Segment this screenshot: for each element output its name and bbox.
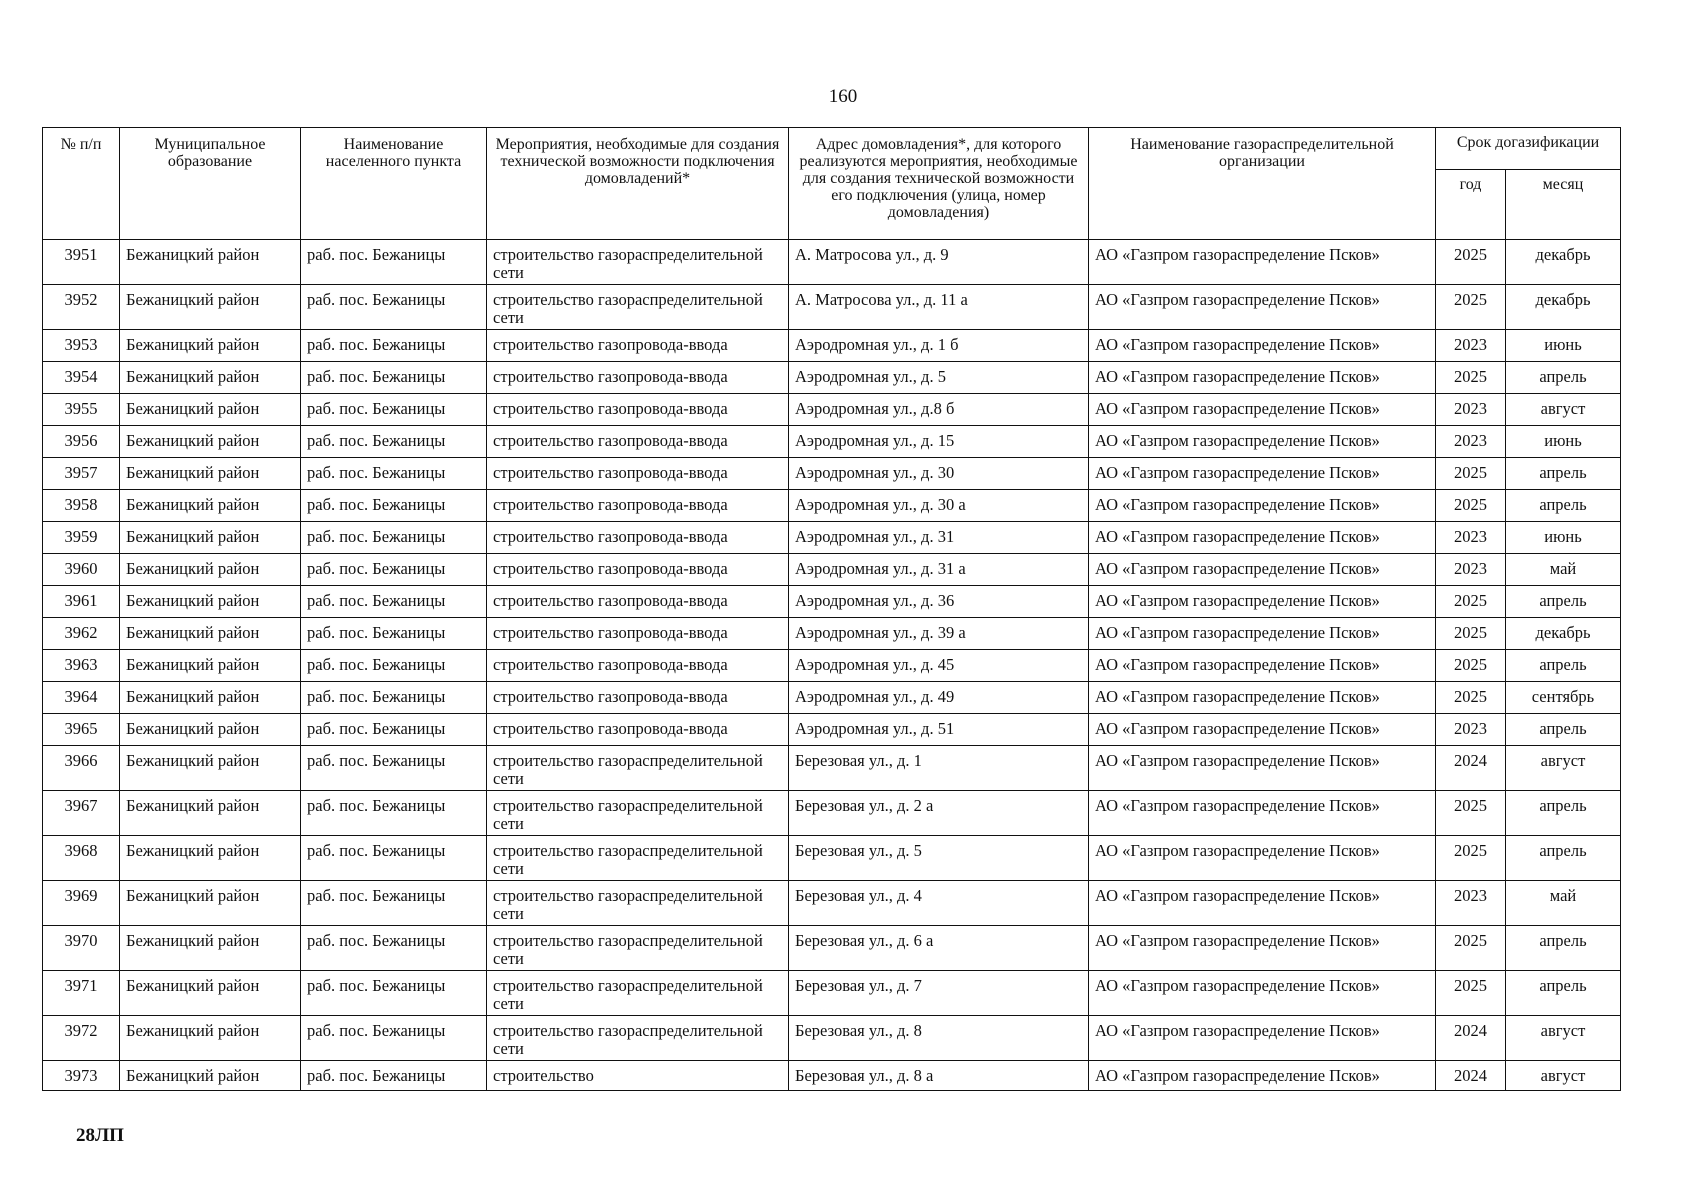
table-row bbox=[43, 971, 1621, 1016]
table-row bbox=[43, 714, 1621, 746]
cell-month: август bbox=[1506, 1061, 1621, 1091]
cell-municipality: Бежаницкий район bbox=[120, 746, 301, 791]
table-body bbox=[43, 240, 1621, 1091]
cell-settlement: раб. пос. Бежаницы bbox=[301, 836, 487, 881]
cell-address: А. Матросова ул., д. 9 bbox=[789, 240, 1089, 285]
cell-month: май bbox=[1506, 554, 1621, 586]
cell-month: сентябрь bbox=[1506, 682, 1621, 714]
cell-year: 2025 bbox=[1436, 240, 1506, 285]
cell-num: 3966 bbox=[43, 746, 120, 791]
cell-month: июнь bbox=[1506, 522, 1621, 554]
cell-settlement: раб. пос. Бежаницы bbox=[301, 881, 487, 926]
cell-measure: строительство газораспределительной сети bbox=[487, 881, 789, 926]
cell-municipality: Бежаницкий район bbox=[120, 330, 301, 362]
cell-organization: АО «Газпром газораспределение Псков» bbox=[1089, 1016, 1436, 1061]
cell-num: 3959 bbox=[43, 522, 120, 554]
cell-organization: АО «Газпром газораспределение Псков» bbox=[1089, 618, 1436, 650]
cell-address: Березовая ул., д. 5 bbox=[789, 836, 1089, 881]
cell-municipality: Бежаницкий район bbox=[120, 490, 301, 522]
cell-num: 3960 bbox=[43, 554, 120, 586]
cell-month: июнь bbox=[1506, 330, 1621, 362]
cell-settlement: раб. пос. Бежаницы bbox=[301, 791, 487, 836]
table-row bbox=[43, 362, 1621, 394]
cell-num: 3969 bbox=[43, 881, 120, 926]
cell-year: 2024 bbox=[1436, 1061, 1506, 1091]
cell-measure: строительство газопровода-ввода bbox=[487, 394, 789, 426]
cell-organization: АО «Газпром газораспределение Псков» bbox=[1089, 746, 1436, 791]
cell-municipality: Бежаницкий район bbox=[120, 426, 301, 458]
cell-organization: АО «Газпром газораспределение Псков» bbox=[1089, 458, 1436, 490]
cell-num: 3970 bbox=[43, 926, 120, 971]
cell-year: 2023 bbox=[1436, 554, 1506, 586]
cell-municipality: Бежаницкий район bbox=[120, 554, 301, 586]
cell-month: апрель bbox=[1506, 650, 1621, 682]
table-row bbox=[43, 618, 1621, 650]
header-address: Адрес домовладения*, для которого реализуются мероприятия, необходимые для создания технической возможности его подключения (улица, номер домовладения) bbox=[789, 128, 1089, 240]
table-row bbox=[43, 522, 1621, 554]
cell-organization: АО «Газпром газораспределение Псков» bbox=[1089, 682, 1436, 714]
cell-municipality: Бежаницкий район bbox=[120, 926, 301, 971]
cell-measure: строительство газораспределительной сети bbox=[487, 926, 789, 971]
cell-settlement: раб. пос. Бежаницы bbox=[301, 971, 487, 1016]
table-header bbox=[43, 128, 1621, 240]
cell-address: Аэродромная ул., д. 36 bbox=[789, 586, 1089, 618]
cell-num: 3954 bbox=[43, 362, 120, 394]
cell-month: апрель bbox=[1506, 926, 1621, 971]
cell-municipality: Бежаницкий район bbox=[120, 791, 301, 836]
cell-municipality: Бежаницкий район bbox=[120, 394, 301, 426]
cell-measure: строительство газопровода-ввода bbox=[487, 490, 789, 522]
cell-address: Аэродромная ул., д. 15 bbox=[789, 426, 1089, 458]
cell-organization: АО «Газпром газораспределение Псков» bbox=[1089, 836, 1436, 881]
cell-settlement: раб. пос. Бежаницы bbox=[301, 426, 487, 458]
cell-settlement: раб. пос. Бежаницы bbox=[301, 458, 487, 490]
cell-settlement: раб. пос. Бежаницы bbox=[301, 394, 487, 426]
cell-num: 3953 bbox=[43, 330, 120, 362]
cell-address: Аэродромная ул., д. 49 bbox=[789, 682, 1089, 714]
cell-num: 3958 bbox=[43, 490, 120, 522]
cell-year: 2024 bbox=[1436, 1016, 1506, 1061]
table-row bbox=[43, 490, 1621, 522]
table-row bbox=[43, 881, 1621, 926]
cell-measure: строительство bbox=[487, 1061, 789, 1091]
cell-address: Аэродромная ул., д. 31 bbox=[789, 522, 1089, 554]
cell-num: 3951 bbox=[43, 240, 120, 285]
cell-organization: АО «Газпром газораспределение Псков» bbox=[1089, 881, 1436, 926]
cell-settlement: раб. пос. Бежаницы bbox=[301, 330, 487, 362]
cell-num: 3971 bbox=[43, 971, 120, 1016]
cell-measure: строительство газопровода-ввода bbox=[487, 426, 789, 458]
table-row bbox=[43, 285, 1621, 330]
cell-num: 3963 bbox=[43, 650, 120, 682]
table-row bbox=[43, 1016, 1621, 1061]
cell-municipality: Бежаницкий район bbox=[120, 458, 301, 490]
cell-year: 2025 bbox=[1436, 362, 1506, 394]
cell-address: Березовая ул., д. 4 bbox=[789, 881, 1089, 926]
cell-settlement: раб. пос. Бежаницы bbox=[301, 586, 487, 618]
cell-month: апрель bbox=[1506, 586, 1621, 618]
table-row bbox=[43, 586, 1621, 618]
cell-settlement: раб. пос. Бежаницы bbox=[301, 1016, 487, 1061]
cell-settlement: раб. пос. Бежаницы bbox=[301, 926, 487, 971]
table-row bbox=[43, 650, 1621, 682]
cell-organization: АО «Газпром газораспределение Псков» bbox=[1089, 650, 1436, 682]
cell-settlement: раб. пос. Бежаницы bbox=[301, 1061, 487, 1091]
cell-address: Аэродромная ул., д. 5 bbox=[789, 362, 1089, 394]
cell-num: 3973 bbox=[43, 1061, 120, 1091]
header-organization: Наименование газораспределительной организации bbox=[1089, 128, 1436, 240]
cell-measure: строительство газопровода-ввода bbox=[487, 714, 789, 746]
cell-organization: АО «Газпром газораспределение Псков» bbox=[1089, 394, 1436, 426]
cell-year: 2023 bbox=[1436, 426, 1506, 458]
table-row bbox=[43, 746, 1621, 791]
cell-month: декабрь bbox=[1506, 285, 1621, 330]
cell-num: 3967 bbox=[43, 791, 120, 836]
cell-measure: строительство газораспределительной сети bbox=[487, 791, 789, 836]
cell-measure: строительство газопровода-ввода bbox=[487, 682, 789, 714]
cell-month: август bbox=[1506, 746, 1621, 791]
cell-organization: АО «Газпром газораспределение Псков» bbox=[1089, 554, 1436, 586]
cell-municipality: Бежаницкий район bbox=[120, 714, 301, 746]
cell-num: 3961 bbox=[43, 586, 120, 618]
cell-address: А. Матросова ул., д. 11 а bbox=[789, 285, 1089, 330]
cell-address: Березовая ул., д. 8 а bbox=[789, 1061, 1089, 1091]
cell-num: 3972 bbox=[43, 1016, 120, 1061]
cell-address: Березовая ул., д. 2 а bbox=[789, 791, 1089, 836]
cell-month: май bbox=[1506, 881, 1621, 926]
cell-measure: строительство газопровода-ввода bbox=[487, 554, 789, 586]
cell-year: 2025 bbox=[1436, 458, 1506, 490]
cell-year: 2025 bbox=[1436, 682, 1506, 714]
table-row bbox=[43, 1061, 1621, 1091]
cell-year: 2025 bbox=[1436, 926, 1506, 971]
cell-year: 2025 bbox=[1436, 791, 1506, 836]
cell-municipality: Бежаницкий район bbox=[120, 650, 301, 682]
cell-num: 3965 bbox=[43, 714, 120, 746]
cell-address: Аэродромная ул., д.8 б bbox=[789, 394, 1089, 426]
table-row bbox=[43, 240, 1621, 285]
cell-settlement: раб. пос. Бежаницы bbox=[301, 650, 487, 682]
gasification-table bbox=[42, 127, 1621, 1091]
cell-address: Березовая ул., д. 1 bbox=[789, 746, 1089, 791]
cell-measure: строительство газораспределительной сети bbox=[487, 971, 789, 1016]
cell-settlement: раб. пос. Бежаницы bbox=[301, 240, 487, 285]
cell-year: 2023 bbox=[1436, 881, 1506, 926]
table-row bbox=[43, 394, 1621, 426]
header-municipality: Муниципальное образование bbox=[120, 128, 301, 240]
cell-year: 2023 bbox=[1436, 522, 1506, 554]
table-row bbox=[43, 836, 1621, 881]
cell-organization: АО «Газпром газораспределение Псков» bbox=[1089, 426, 1436, 458]
cell-address: Аэродромная ул., д. 31 а bbox=[789, 554, 1089, 586]
cell-month: апрель bbox=[1506, 362, 1621, 394]
cell-municipality: Бежаницкий район bbox=[120, 285, 301, 330]
table-row bbox=[43, 458, 1621, 490]
cell-municipality: Бежаницкий район bbox=[120, 362, 301, 394]
cell-municipality: Бежаницкий район bbox=[120, 586, 301, 618]
cell-settlement: раб. пос. Бежаницы bbox=[301, 490, 487, 522]
cell-num: 3957 bbox=[43, 458, 120, 490]
cell-year: 2025 bbox=[1436, 285, 1506, 330]
cell-month: апрель bbox=[1506, 458, 1621, 490]
cell-address: Аэродромная ул., д. 39 а bbox=[789, 618, 1089, 650]
cell-measure: строительство газопровода-ввода bbox=[487, 650, 789, 682]
cell-num: 3955 bbox=[43, 394, 120, 426]
cell-municipality: Бежаницкий район bbox=[120, 971, 301, 1016]
cell-measure: строительство газопровода-ввода bbox=[487, 330, 789, 362]
cell-month: декабрь bbox=[1506, 618, 1621, 650]
cell-measure: строительство газораспределительной сети bbox=[487, 836, 789, 881]
page-number: 160 bbox=[828, 86, 858, 107]
cell-organization: АО «Газпром газораспределение Псков» bbox=[1089, 240, 1436, 285]
cell-month: август bbox=[1506, 1016, 1621, 1061]
cell-measure: строительство газораспределительной сети bbox=[487, 285, 789, 330]
table-row bbox=[43, 682, 1621, 714]
cell-address: Березовая ул., д. 8 bbox=[789, 1016, 1089, 1061]
header-measures: Мероприятия, необходимые для создания технической возможности подключения домовладений* bbox=[487, 128, 789, 240]
cell-num: 3968 bbox=[43, 836, 120, 881]
cell-year: 2023 bbox=[1436, 394, 1506, 426]
cell-organization: АО «Газпром газораспределение Псков» bbox=[1089, 330, 1436, 362]
cell-year: 2025 bbox=[1436, 650, 1506, 682]
cell-num: 3952 bbox=[43, 285, 120, 330]
cell-municipality: Бежаницкий район bbox=[120, 682, 301, 714]
cell-address: Аэродромная ул., д. 45 bbox=[789, 650, 1089, 682]
cell-measure: строительство газопровода-ввода bbox=[487, 618, 789, 650]
cell-month: апрель bbox=[1506, 971, 1621, 1016]
cell-address: Аэродромная ул., д. 1 б bbox=[789, 330, 1089, 362]
table-row bbox=[43, 426, 1621, 458]
cell-year: 2023 bbox=[1436, 714, 1506, 746]
header-settlement: Наименование населенного пункта bbox=[301, 128, 487, 240]
table-row bbox=[43, 791, 1621, 836]
cell-year: 2025 bbox=[1436, 971, 1506, 1016]
cell-measure: строительство газораспределительной сети bbox=[487, 746, 789, 791]
cell-year: 2025 bbox=[1436, 618, 1506, 650]
table-row bbox=[43, 554, 1621, 586]
header-num: № п/п bbox=[43, 128, 120, 240]
cell-num: 3956 bbox=[43, 426, 120, 458]
cell-address: Аэродромная ул., д. 30 а bbox=[789, 490, 1089, 522]
cell-settlement: раб. пос. Бежаницы bbox=[301, 714, 487, 746]
cell-organization: АО «Газпром газораспределение Псков» bbox=[1089, 926, 1436, 971]
header-month: месяц bbox=[1506, 170, 1621, 240]
cell-settlement: раб. пос. Бежаницы bbox=[301, 554, 487, 586]
cell-month: август bbox=[1506, 394, 1621, 426]
cell-year: 2025 bbox=[1436, 836, 1506, 881]
cell-address: Березовая ул., д. 6 а bbox=[789, 926, 1089, 971]
cell-month: декабрь bbox=[1506, 240, 1621, 285]
cell-address: Аэродромная ул., д. 30 bbox=[789, 458, 1089, 490]
cell-municipality: Бежаницкий район bbox=[120, 1016, 301, 1061]
table-row bbox=[43, 926, 1621, 971]
cell-year: 2023 bbox=[1436, 330, 1506, 362]
cell-num: 3962 bbox=[43, 618, 120, 650]
cell-organization: АО «Газпром газораспределение Псков» bbox=[1089, 971, 1436, 1016]
cell-settlement: раб. пос. Бежаницы bbox=[301, 746, 487, 791]
cell-num: 3964 bbox=[43, 682, 120, 714]
cell-organization: АО «Газпром газораспределение Псков» bbox=[1089, 490, 1436, 522]
cell-settlement: раб. пос. Бежаницы bbox=[301, 522, 487, 554]
cell-settlement: раб. пос. Бежаницы bbox=[301, 618, 487, 650]
cell-municipality: Бежаницкий район bbox=[120, 1061, 301, 1091]
cell-organization: АО «Газпром газораспределение Псков» bbox=[1089, 791, 1436, 836]
cell-measure: строительство газопровода-ввода bbox=[487, 586, 789, 618]
cell-municipality: Бежаницкий район bbox=[120, 240, 301, 285]
cell-address: Березовая ул., д. 7 bbox=[789, 971, 1089, 1016]
cell-measure: строительство газораспределительной сети bbox=[487, 1016, 789, 1061]
cell-municipality: Бежаницкий район bbox=[120, 881, 301, 926]
cell-month: апрель bbox=[1506, 791, 1621, 836]
cell-month: июнь bbox=[1506, 426, 1621, 458]
cell-organization: АО «Газпром газораспределение Псков» bbox=[1089, 714, 1436, 746]
cell-municipality: Бежаницкий район bbox=[120, 836, 301, 881]
cell-organization: АО «Газпром газораспределение Псков» bbox=[1089, 285, 1436, 330]
cell-settlement: раб. пос. Бежаницы bbox=[301, 362, 487, 394]
cell-measure: строительство газопровода-ввода bbox=[487, 522, 789, 554]
cell-organization: АО «Газпром газораспределение Псков» bbox=[1089, 1061, 1436, 1091]
cell-measure: строительство газораспределительной сети bbox=[487, 240, 789, 285]
cell-municipality: Бежаницкий район bbox=[120, 618, 301, 650]
cell-organization: АО «Газпром газораспределение Псков» bbox=[1089, 522, 1436, 554]
cell-measure: строительство газопровода-ввода bbox=[487, 362, 789, 394]
table-row bbox=[43, 330, 1621, 362]
footer-code: 28ЛП bbox=[76, 1125, 124, 1146]
cell-settlement: раб. пос. Бежаницы bbox=[301, 285, 487, 330]
header-deadline: Срок догазификации bbox=[1436, 128, 1621, 170]
cell-month: апрель bbox=[1506, 836, 1621, 881]
cell-municipality: Бежаницкий район bbox=[120, 522, 301, 554]
cell-month: апрель bbox=[1506, 714, 1621, 746]
cell-year: 2024 bbox=[1436, 746, 1506, 791]
cell-year: 2025 bbox=[1436, 490, 1506, 522]
cell-organization: АО «Газпром газораспределение Псков» bbox=[1089, 586, 1436, 618]
cell-year: 2025 bbox=[1436, 586, 1506, 618]
cell-month: апрель bbox=[1506, 490, 1621, 522]
cell-measure: строительство газопровода-ввода bbox=[487, 458, 789, 490]
cell-settlement: раб. пос. Бежаницы bbox=[301, 682, 487, 714]
header-year: год bbox=[1436, 170, 1506, 240]
cell-organization: АО «Газпром газораспределение Псков» bbox=[1089, 362, 1436, 394]
cell-address: Аэродромная ул., д. 51 bbox=[789, 714, 1089, 746]
